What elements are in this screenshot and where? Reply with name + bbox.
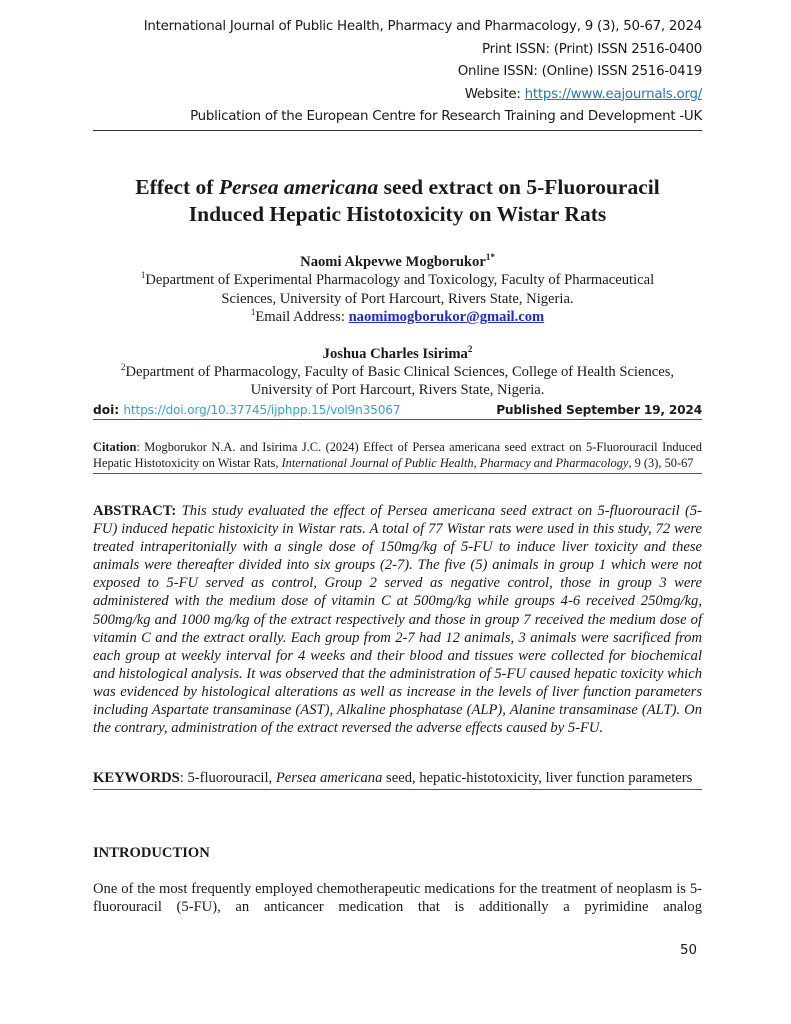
publisher-line: Publication of the European Centre for Research Training and Development -UK — [93, 106, 702, 131]
citation-block — [93, 439, 702, 474]
website-link[interactable]: https://www.eajournals.org/ — [524, 86, 702, 102]
email-superscript: 1 — [250, 307, 256, 318]
online-issn: Online ISSN: (Online) ISSN 2516-0419 — [457, 64, 702, 79]
abstract-text: This study evaluated the effect of Persea americana seed extract on 5-fluorouracil (5-FU) induced hepatic histoxicity in Wistar rats. A total of 77 Wistar rats were used in this study, 72 were treated intraperitonially with a single dose of 150mg/kg of 5-FU to induce liver toxicity and these animals were thereafter divided into six groups (2-7). The five (5) animals in group 1 which were not exposed to 5-FU served as control, Group 2 served as negative control, those in group 3 were administered with the medium dose of vitamin C at 500mg/kg while groups 4-6 received 250mg/kg, 500mg/kg and 1000 mg/kg of the extract respectively and those in group 7 received the medium dose of vitamin C and the extract orally. Each group from 2-7 had 12 animals, 3 animals were sacrificed from each group at weekly interval for 4 weeks and their blood and tissues were collected for biochemical and histological analysis. It was observed that the administration of 5-FU caused hepatic toxicity which was evidenced by histological alterations as well as increase in the levels of liver function parameters including Aspartate transaminase (AST), Alkaline phosphatase (ALP), Alanine transaminase (ALT). On the contrary, administration of the extract reversed the adverse effects caused by 5-FU. — [93, 503, 702, 737]
section-heading-introduction: INTRODUCTION — [93, 845, 210, 861]
keywords — [93, 769, 702, 790]
abstract-label: ABSTRACT: — [93, 503, 177, 519]
author-affiliation-cont: Sciences, University of Port Harcourt, Rivers State, Nigeria. — [221, 290, 574, 307]
title-text: seed extract on 5-Fluorouracil — [378, 175, 660, 199]
author-name — [93, 253, 702, 271]
citation-journal: International Journal of Public Health, Pharmacy and Pharmacology — [281, 456, 629, 471]
website-line — [93, 84, 702, 107]
citation-label: Citation — [93, 440, 137, 454]
title-line-1 — [93, 174, 702, 201]
website-label: Website: — [464, 86, 525, 102]
doi-link[interactable]: https://doi.org/10.37745/ijphpp.15/vol9n35067 — [123, 403, 401, 417]
page-number: 50 — [680, 943, 698, 958]
keywords-text-end: seed, hepatic-histotoxicity, liver function parameters — [382, 770, 693, 786]
keywords-text: : 5-fluorouracil, — [179, 770, 276, 786]
affiliation-superscript: 1 — [140, 270, 146, 281]
author-name — [93, 345, 702, 363]
citation-text: : Mogborukor N.A. and Isirima J.C. (2024) Effect of Persea americana seed extract on 5-Fluorouracil Induced Hepatic Histotoxicity on Wistar Rats, — [93, 440, 702, 471]
keywords-label: KEYWORDS — [93, 770, 180, 786]
title-text: Effect of — [135, 175, 219, 199]
affiliation-text: Department of Pharmacology, Faculty of Basic Clinical Sciences, College of Health Sciences, — [125, 364, 675, 381]
author-email-line — [93, 308, 702, 326]
author-superscript: 2 — [467, 343, 473, 354]
author-name-text: Naomi Akpevwe Mogborukor — [300, 254, 486, 270]
citation-text-end: , 9 (3), 50-67 — [628, 456, 694, 471]
doi-label: doi: — [93, 403, 124, 417]
author-name-text: Joshua Charles Isirima — [322, 345, 468, 362]
paper-title — [93, 174, 702, 228]
email-link[interactable]: naomimogborukor@gmail.com — [348, 309, 545, 326]
author-affiliation-cont: University of Port Harcourt, Rivers State, Nigeria. — [250, 382, 545, 399]
journal-citation-line: International Journal of Public Health, Pharmacy and Pharmacology, 9 (3), 50-67, 2024 — [143, 19, 702, 34]
author-superscript: 1* — [485, 252, 495, 263]
introduction-paragraph: One of the most frequently employed chemotherapeutic medications for the treatment of neoplasm is 5-fluorouracil (5-FU), an anticancer medication that is additionally a pyrimidine analog — [93, 881, 702, 916]
email-label: Email Address: — [255, 309, 349, 326]
running-header — [93, 16, 702, 131]
title-line-2: Induced Hepatic Histotoxicity on Wistar Rats — [188, 202, 607, 226]
doi-row — [93, 403, 702, 420]
abstract — [93, 502, 702, 737]
doi — [93, 403, 400, 417]
print-issn: Print ISSN: (Print) ISSN 2516-0400 — [481, 41, 702, 57]
affiliation-superscript: 2 — [120, 362, 126, 373]
title-species-italic: Persea americana — [218, 175, 379, 199]
author-affiliation — [93, 363, 702, 381]
affiliation-text: Department of Experimental Pharmacology and Toxicology, Faculty of Pharmaceutical — [145, 272, 655, 289]
author-affiliation — [93, 271, 702, 289]
authors-block — [93, 253, 702, 400]
published-date: Published September 19, 2024 — [496, 403, 702, 417]
keywords-species-italic: Persea americana — [275, 770, 383, 786]
